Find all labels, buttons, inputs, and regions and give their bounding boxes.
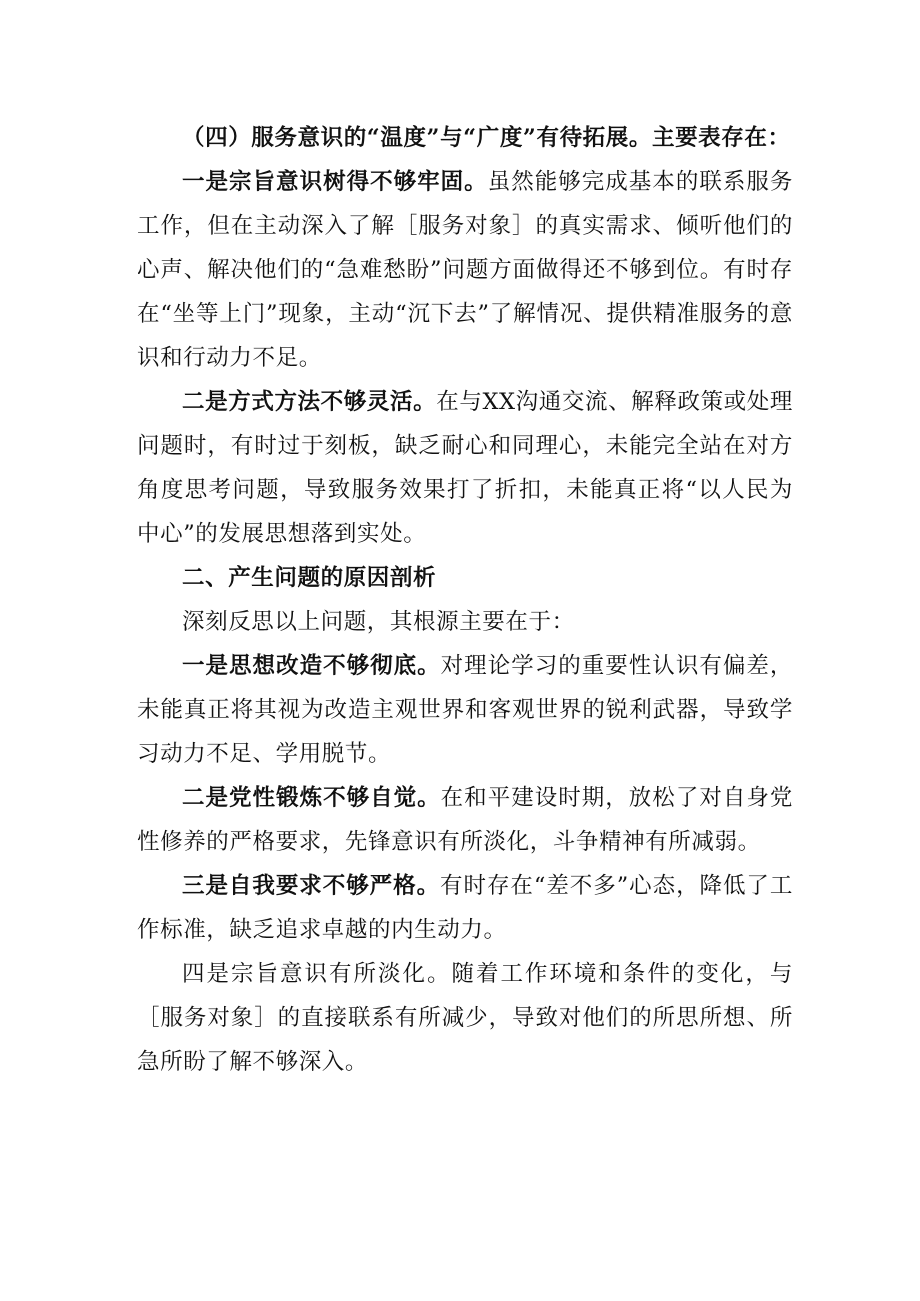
- paragraph-ideological-reform: [137, 644, 793, 776]
- section-heading-root-causes: [137, 556, 793, 600]
- paragraph-methods: [137, 380, 793, 556]
- lead-phrase: 二是党性锻炼不够自觉。: [182, 785, 441, 811]
- heading-text: （四）服务意识的“温度”与“广度”有待拓展。主要表存在：: [182, 125, 791, 151]
- paragraph-text: 在与XX沟通交流、解释政策或处理问题时，有时过于刻板，缺乏耐心和同理心，未能完全站在对方角度思考问题，导致服务效果打了折扣，未能真正将“以人民为中心”的发展思想落到实处。: [137, 389, 793, 547]
- paragraph-text: 对理论学习的重要性认识有偏差，未能真正将其视为改造主观世界和客观世界的锐利武器，导致学习动力不足、学用脱节。: [137, 653, 793, 767]
- paragraph-text: 虽然能够完成基本的联系服务工作，但在主动深入了解［服务对象］的真实需求、倾听他们的心声、解决他们的“急难愁盼”问题方面做得还不够到位。有时存在“坐等上门”现象，主动“沉下去”了解情况、提供精准服务的意识和行动力不足。: [137, 169, 793, 371]
- paragraph-purpose-awareness: [137, 160, 793, 380]
- document-body: [137, 116, 793, 1084]
- paragraph-party-spirit: [137, 776, 793, 864]
- lead-phrase: 二是方式方法不够灵活。: [182, 389, 437, 415]
- lead-phrase: 三是自我要求不够严格。: [182, 873, 441, 899]
- section-heading-service-awareness: [137, 116, 793, 160]
- lead-phrase: 一是宗旨意识树得不够牢固。: [182, 169, 488, 195]
- paragraph-self-discipline: [137, 864, 793, 952]
- lead-phrase: 一是思想改造不够彻底。: [182, 653, 441, 679]
- paragraph-purpose-fading: [137, 952, 793, 1084]
- paragraph-text: 有时存在“差不多”心态，降低了工作标准，缺乏追求卓越的内生动力。: [137, 873, 793, 943]
- paragraph-text: 四是宗旨意识有所淡化。随着工作环境和条件的变化，与［服务对象］的直接联系有所减少，导致对他们的所思所想、所急所盼了解不够深入。: [137, 961, 793, 1075]
- heading-text: 二、产生问题的原因剖析: [182, 565, 437, 591]
- paragraph-text: 在和平建设时期，放松了对自身党性修养的严格要求，先锋意识有所淡化，斗争精神有所减弱。: [137, 785, 793, 855]
- paragraph-reflection-intro: [137, 600, 793, 644]
- paragraph-text: 深刻反思以上问题，其根源主要在于：: [182, 609, 575, 635]
